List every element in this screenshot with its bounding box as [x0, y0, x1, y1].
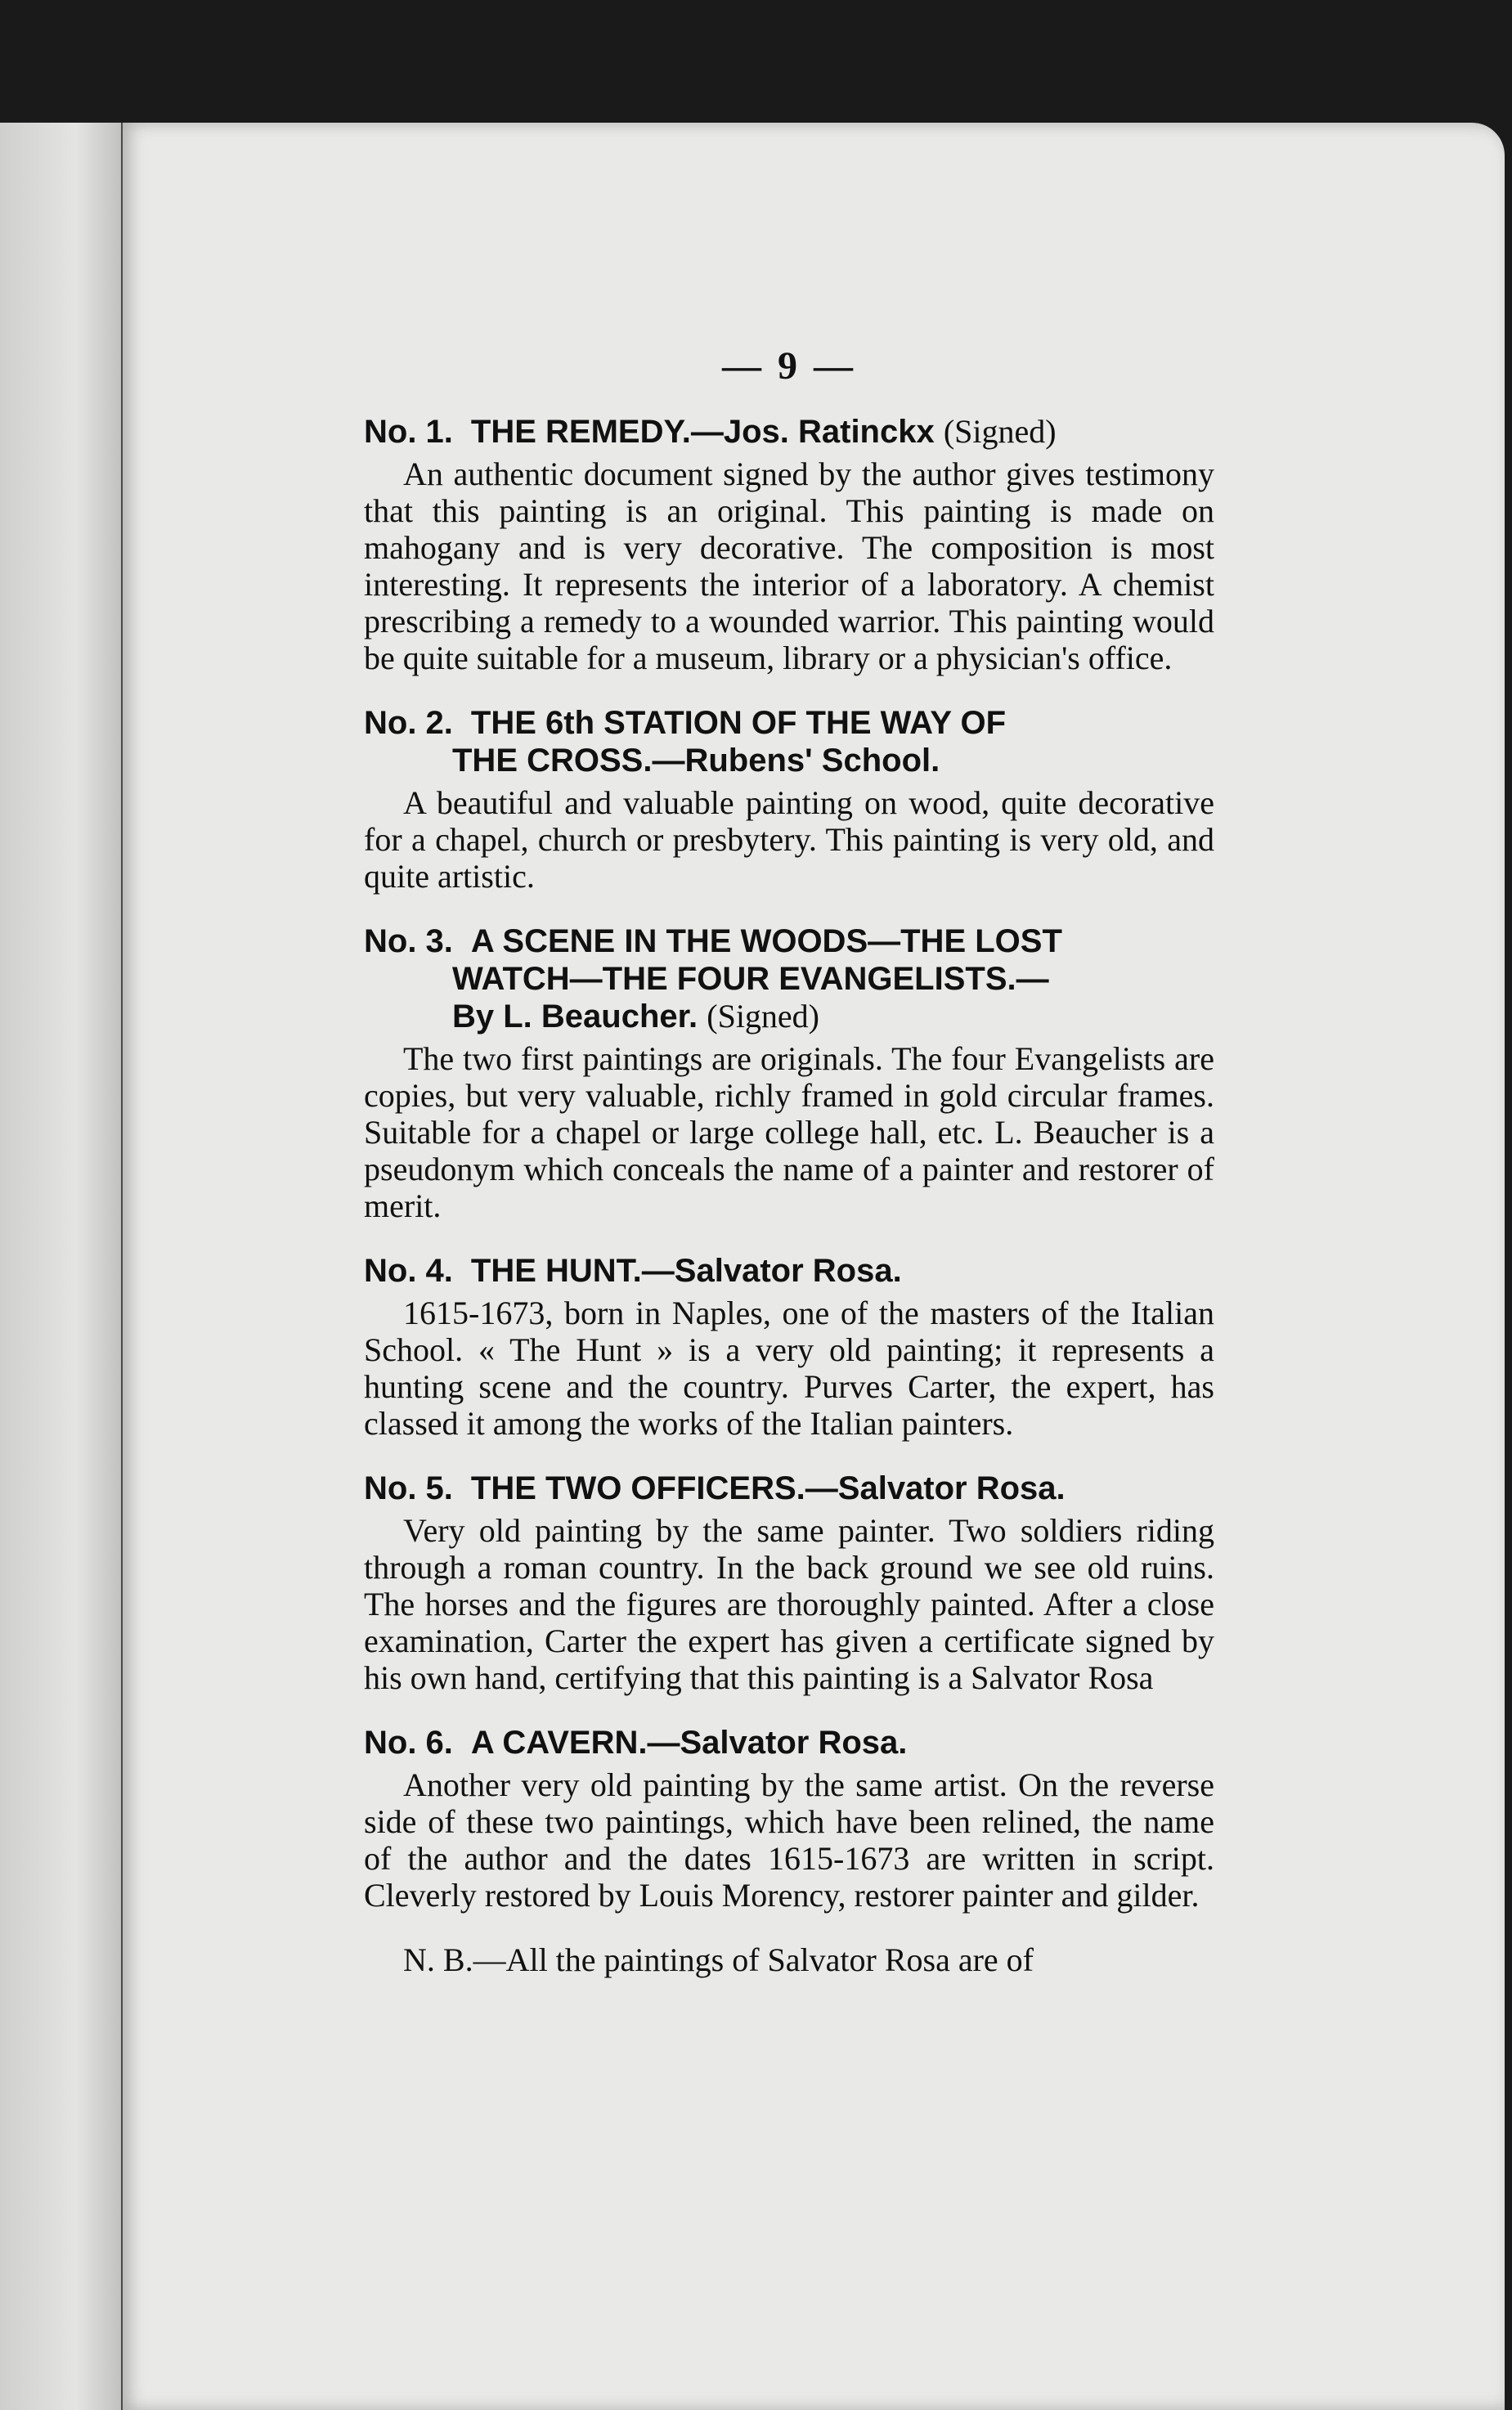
entry-note: (Signed)	[707, 998, 820, 1034]
catalog-entry-6	[364, 1724, 1214, 1914]
entry-heading	[364, 1470, 1214, 1507]
entry-description: The two first paintings are originals. The four Evangelists are copies, but very valuable, richly framed in gold circular frames. Suitable for a chapel or large college hall, etc. L. Beaucher is a pseudonym which conceals the name of a painter and restorer of merit.	[364, 1040, 1214, 1224]
catalog-entry-4	[364, 1252, 1214, 1442]
book-spine-shadow	[0, 123, 127, 2410]
page-content	[364, 343, 1214, 1978]
entry-title: THE HUNT.—Salvator Rosa.	[470, 1253, 902, 1289]
entry-number: No. 2.	[364, 705, 453, 741]
catalog-entry-5	[364, 1470, 1214, 1696]
entry-title: A SCENE IN THE WOODS—THE LOST	[470, 923, 1062, 959]
entry-description: Another very old painting by the same artist. On the reverse side of these two paintings, which have been relined, the name of the author and the dates 1615-1673 are written in script. Cleverly restored by Louis Morency, restorer painter and gilder.	[364, 1766, 1214, 1914]
entry-attribution-line	[364, 998, 1214, 1035]
entry-number: No. 6.	[364, 1725, 453, 1761]
entry-number: No. 5.	[364, 1470, 453, 1506]
entry-description: A beautiful and valuable painting on wood, quite decorative for a chapel, church or presbytery. This painting is very old, and quite artistic.	[364, 784, 1214, 895]
entry-title-continued: WATCH—THE FOUR EVANGELISTS.—	[452, 961, 1049, 997]
entry-heading	[364, 413, 1214, 451]
entry-description: Very old painting by the same painter. Two soldiers riding through a roman country. In the back ground we see old ruins. The horses and the figures are thoroughly painted. After a close examination, Carter the expert has given a certificate signed by his own hand, certifying that this painting is a Salvator Rosa	[364, 1512, 1214, 1696]
entry-note: (Signed)	[943, 413, 1057, 450]
entry-number: No. 1.	[364, 414, 453, 450]
nota-bene: N. B.—All the paintings of Salvator Rosa are of	[403, 1941, 1034, 1978]
page-number: — 9 —	[722, 344, 856, 388]
entry-description: 1615-1673, born in Naples, one of the masters of the Italian School. « The Hunt » is a very old painting; it represents a hunting scene and the country. Purves Carter, the expert, has classed it among the works of the Italian painters.	[364, 1295, 1214, 1442]
catalog-entry-2	[364, 704, 1214, 895]
entry-attribution: By L. Beaucher.	[452, 999, 698, 1034]
entry-title: A CAVERN.—Salvator Rosa.	[470, 1725, 908, 1761]
entry-description: An authentic document signed by the author gives testimony that this painting is an original. This painting is made on mahogany and is very decorative. The composition is most interesting. It represents the interior of a laboratory. A chemist prescribing a remedy to a wounded warrior. This painting would be quite suitable for a museum, library or a physician's office.	[364, 456, 1214, 676]
entry-title: THE TWO OFFICERS.—Salvator Rosa.	[470, 1470, 1066, 1506]
entry-title: THE 6th STATION OF THE WAY OF	[470, 705, 1007, 741]
catalog-entry-3	[364, 922, 1214, 1224]
entry-title-continued: THE CROSS.—Rubens' School.	[452, 743, 940, 779]
entry-heading	[364, 1724, 1214, 1761]
entry-heading	[364, 704, 1214, 779]
entry-heading	[364, 922, 1214, 1035]
entry-title: THE REMEDY.—Jos. Ratinckx	[470, 414, 935, 450]
entry-heading	[364, 1252, 1214, 1290]
entry-number: No. 4.	[364, 1253, 453, 1289]
catalog-entry-1	[364, 413, 1214, 676]
entry-number: No. 3.	[364, 923, 453, 959]
